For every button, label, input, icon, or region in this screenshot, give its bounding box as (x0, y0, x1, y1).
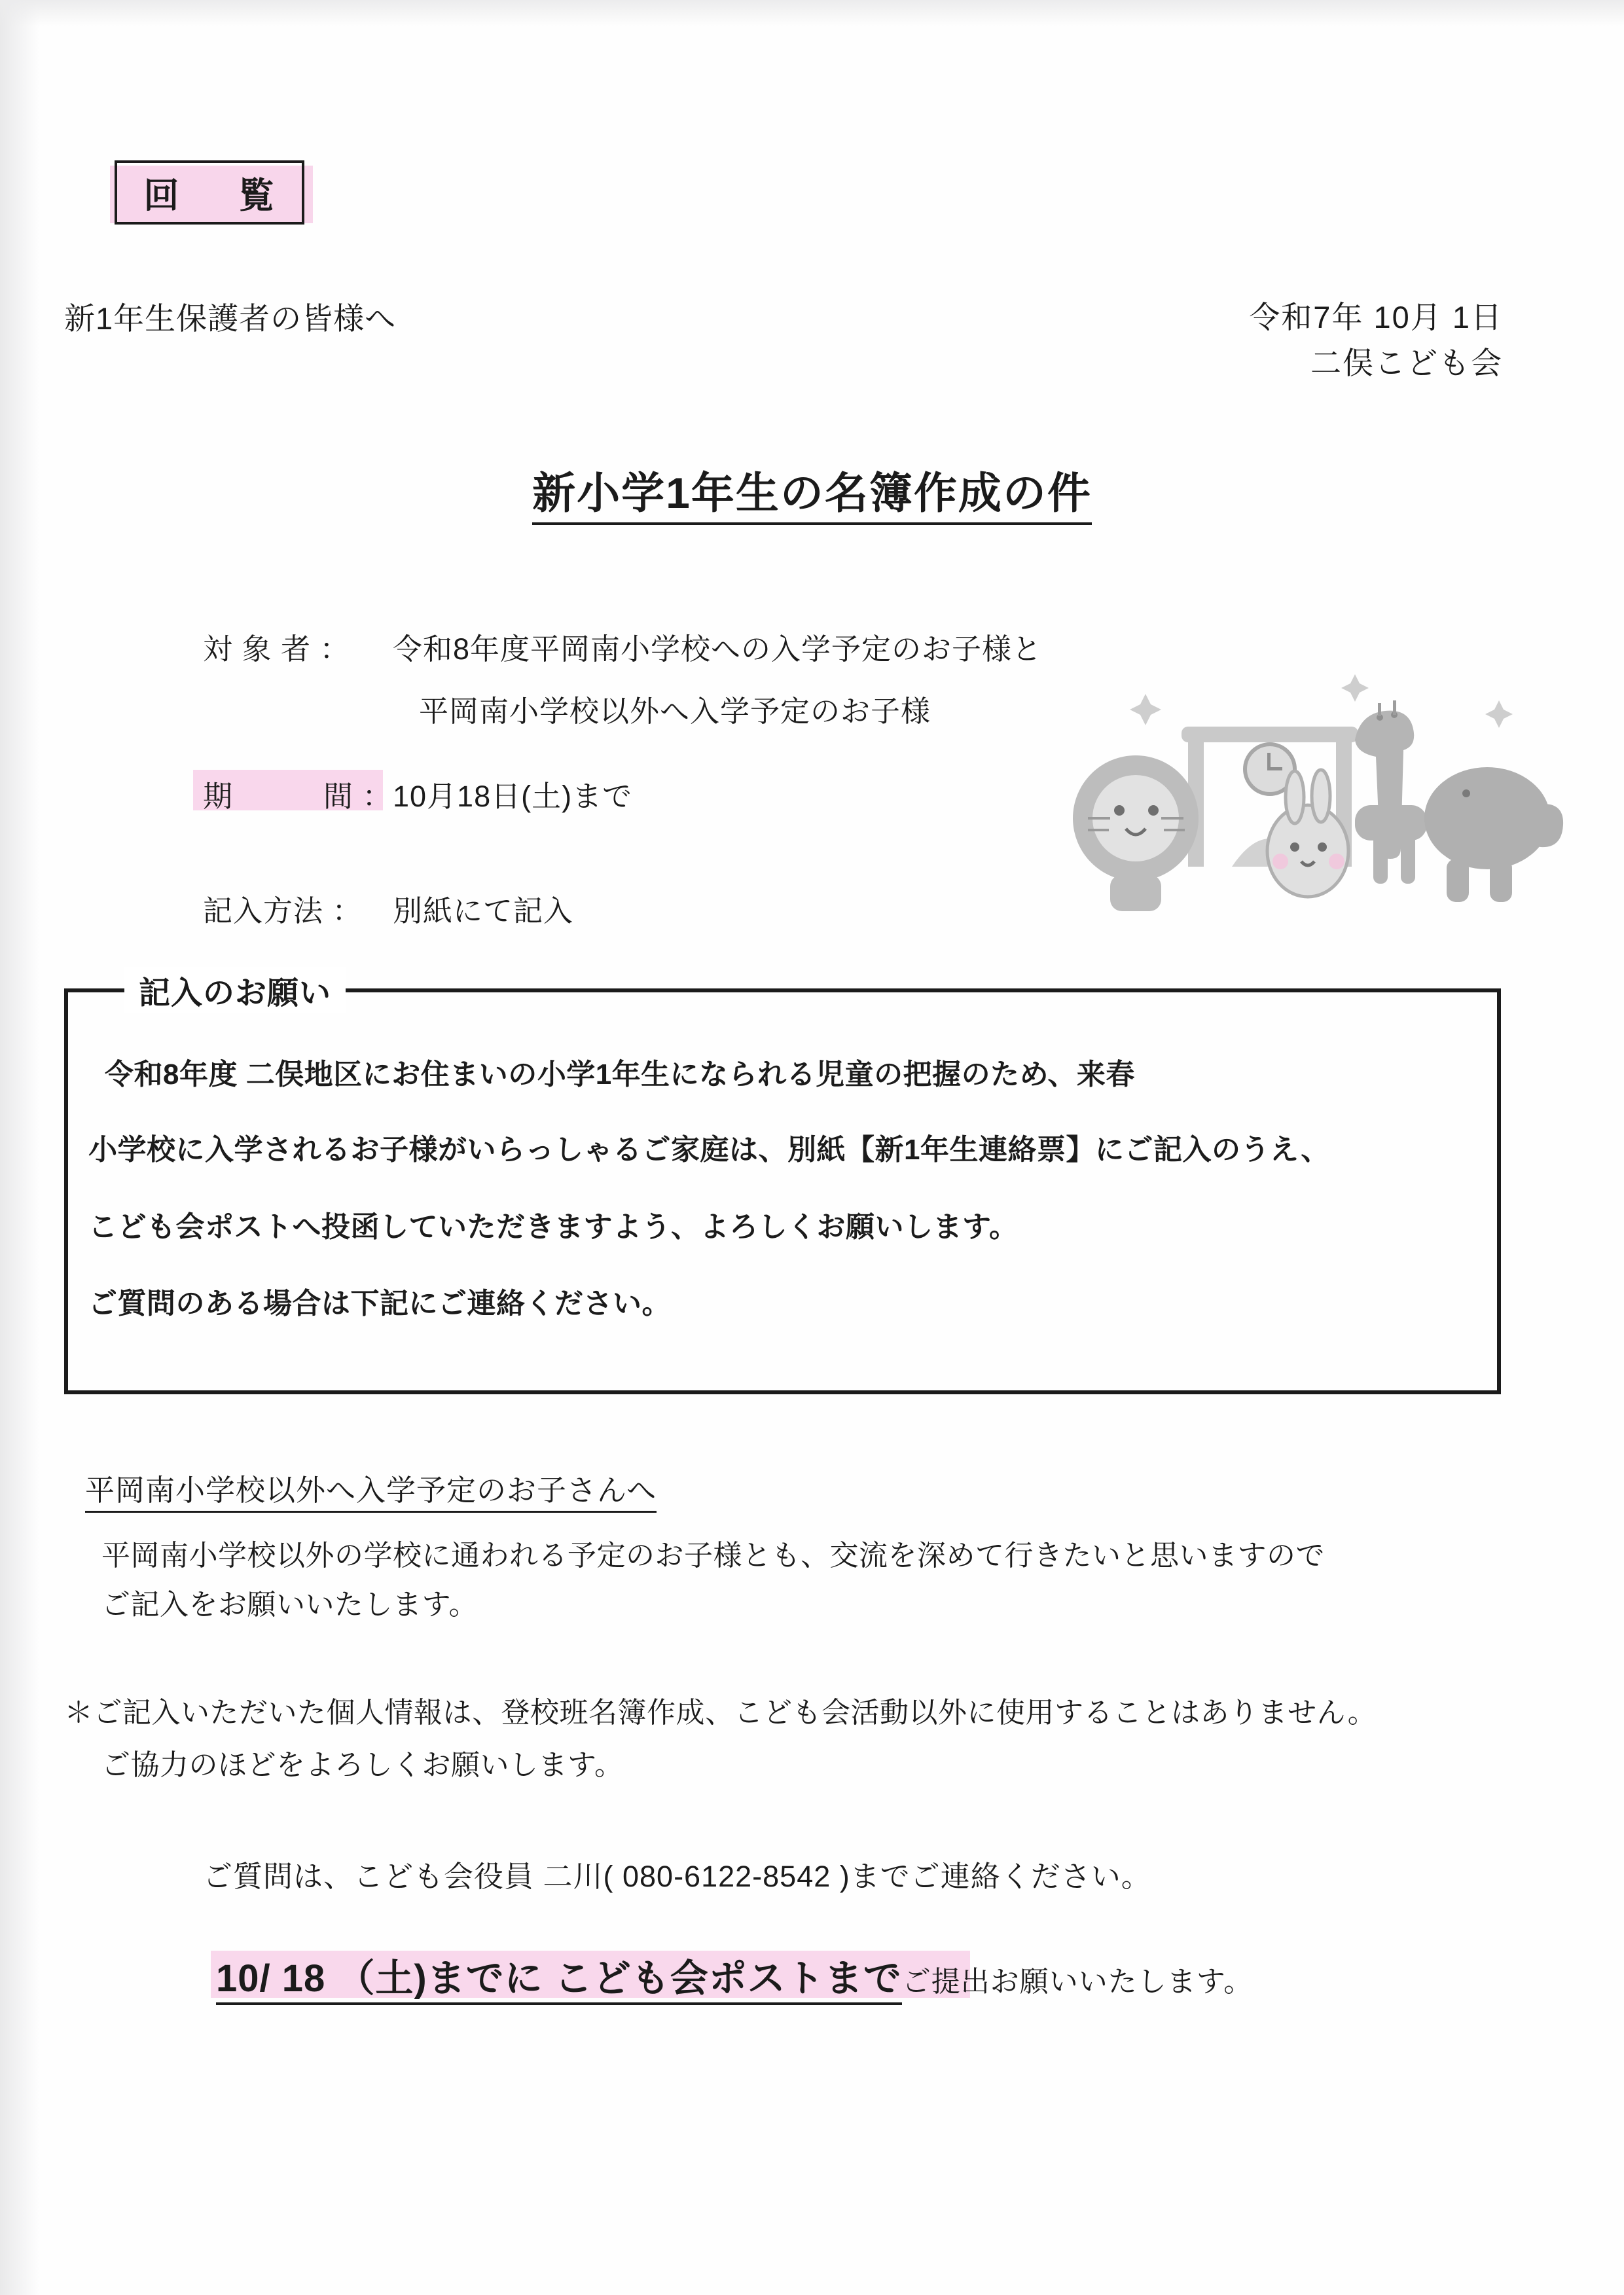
scan-edge-left (0, 0, 39, 2295)
animals-playground-illustration (1047, 655, 1571, 943)
privacy-note-line-2: ご協力のほどをよろしくお願いします。 (101, 1749, 624, 1781)
addressee-line: 新1年生保護者の皆様へ (64, 301, 397, 336)
other-school-line-2: ご記入をお願いいたします。 (101, 1589, 478, 1621)
field-target (203, 625, 1042, 668)
organization-line: 二俣こども会 (1310, 346, 1503, 380)
field-period (203, 772, 632, 815)
deadline-tail: ご提出お願いいたします。 (901, 1966, 1254, 1998)
deadline-emphasis: 10/ 18 （土)までに こども会ポストまで (216, 1957, 902, 2005)
date-line: 令和7年 10月 1日 (1249, 300, 1503, 334)
field-method-value: 別紙にて記入 (393, 894, 574, 928)
request-line-3: こども会ポストへ投函していただきますよう、よろしくお願いします。 (88, 1211, 1019, 1243)
circulation-char-2: 覧 (238, 175, 276, 215)
document-title (0, 458, 1624, 520)
field-target-value: 令和8年度平岡南小学校への入学予定のお子様と (393, 632, 1043, 666)
privacy-note-line-1: ＊ご記入いただいた個人情報は、登校班名簿作成、こども会活動以外に使用することはありません。 (64, 1697, 1377, 1729)
scan-edge-top (0, 0, 1624, 26)
request-line-2: 小学校に入学されるお子様がいらっしゃるご家庭は、別紙【新1年生連絡票】にご記入のうえ、 (88, 1134, 1330, 1166)
field-period-label: 期 間 ： (203, 780, 393, 813)
other-school-line-1: 平岡南小学校以外の学校に通われる予定のお子様とも、交流を深めて行きたいと思いますので (101, 1540, 1325, 1572)
other-school-heading (85, 1466, 657, 1509)
field-period-value: 10月18日(土)まで (393, 780, 633, 813)
request-line-1: 令和8年度 二俣地区にお住まいの小学1年生になられる児童の把握のため、来春 (105, 1058, 1135, 1091)
circulation-stamp (115, 160, 304, 225)
field-method-label: 記入方法 ： (203, 894, 363, 928)
request-box-legend: 記入のお願い (124, 967, 346, 1013)
document-title-text: 新小学1年生の名簿作成の件 (532, 469, 1092, 525)
request-box (64, 988, 1501, 1394)
field-method (203, 887, 573, 930)
contact-line: ご質問は、こども会役員 二川( 080-6122-8542 )までご連絡ください。 (203, 1860, 1151, 1893)
field-target-label: 対 象 者 ： (203, 632, 350, 666)
request-line-4: ご質問のある場合は下記にご連絡ください。 (88, 1288, 671, 1320)
deadline-line (216, 1947, 1253, 2002)
field-target-value-line2: 平岡南小学校以外へ入学予定のお子様 (419, 695, 931, 728)
other-school-heading-text: 平岡南小学校以外へ入学予定のお子さんへ (85, 1473, 657, 1513)
circulation-char-1: 回 (143, 175, 181, 215)
